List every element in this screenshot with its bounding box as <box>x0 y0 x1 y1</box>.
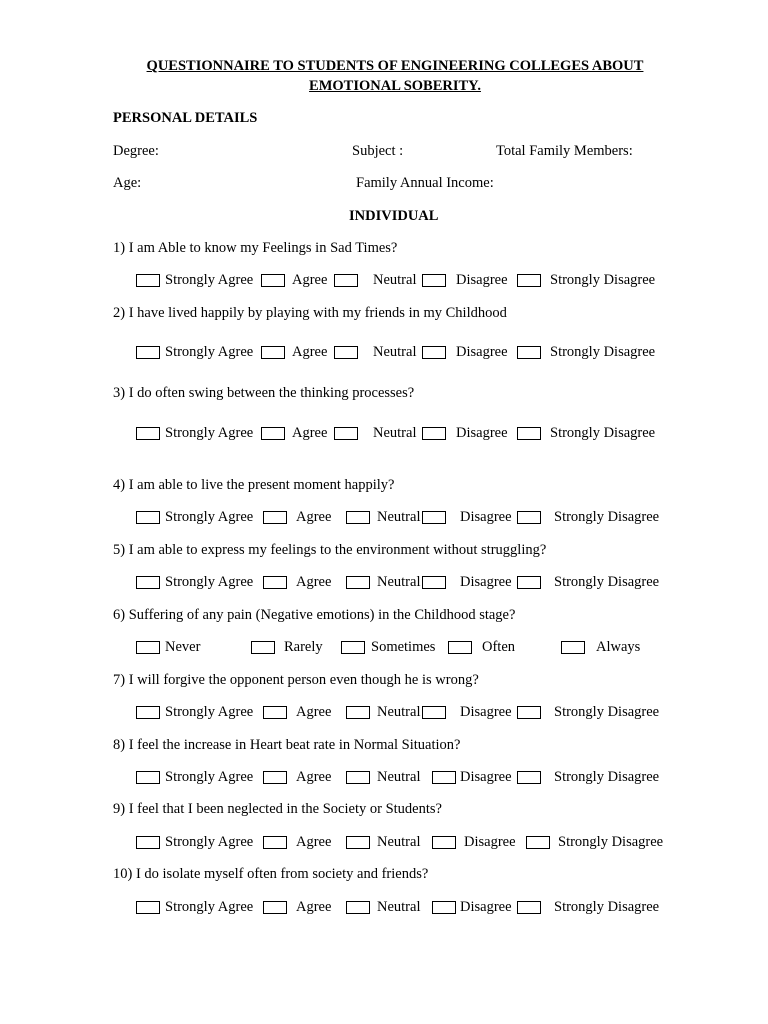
question-9-agree-checkbox[interactable] <box>263 836 287 849</box>
question-9-strongly-agree-label: Strongly Agree <box>165 834 254 850</box>
question-9-disagree-label: Disagree <box>464 834 516 850</box>
question-4-neutral-label: Neutral <box>377 509 421 525</box>
section-heading-individual: INDIVIDUAL <box>349 208 439 224</box>
question-5-agree-checkbox[interactable] <box>263 576 287 589</box>
question-7-disagree-checkbox[interactable] <box>422 706 446 719</box>
question-6-often-label: Often <box>482 639 516 655</box>
question-8-agree-label: Agree <box>296 769 332 785</box>
question-5-neutral-label: Neutral <box>377 574 421 590</box>
question-2-disagree-checkbox[interactable] <box>422 346 446 359</box>
question-5-strongly-disagree-label: Strongly Disagree <box>554 574 660 590</box>
form-title-line-1: QUESTIONNAIRE TO STUDENTS OF ENGINEERING COLLEGES ABOUT <box>146 58 644 74</box>
question-7-text: 7) I will forgive the opponent person even though he is wrong? <box>113 672 479 688</box>
total-family-members-label: Total Family Members: <box>496 143 633 159</box>
question-7-neutral-checkbox[interactable] <box>346 706 370 719</box>
question-6-text: 6) Suffering of any pain (Negative emotions) in the Childhood stage? <box>113 607 516 623</box>
question-2-strongly-agree-checkbox[interactable] <box>136 346 160 359</box>
question-4-strongly-agree-label: Strongly Agree <box>165 509 254 525</box>
question-7-agree-label: Agree <box>296 704 332 720</box>
question-9-agree-label: Agree <box>296 834 332 850</box>
question-4-strongly-disagree-label: Strongly Disagree <box>554 509 660 525</box>
question-6-often-checkbox[interactable] <box>448 641 472 654</box>
question-1-disagree-checkbox[interactable] <box>422 274 446 287</box>
question-6-rarely-checkbox[interactable] <box>251 641 275 654</box>
question-4-disagree-label: Disagree <box>460 509 512 525</box>
question-10-strongly-agree-label: Strongly Agree <box>165 899 254 915</box>
question-1-agree-checkbox[interactable] <box>261 274 285 287</box>
question-6-never-label: Never <box>165 639 201 655</box>
question-10-agree-checkbox[interactable] <box>263 901 287 914</box>
question-3-text: 3) I do often swing between the thinking processes? <box>113 385 415 401</box>
question-5-agree-label: Agree <box>296 574 332 590</box>
question-8-strongly-disagree-checkbox[interactable] <box>517 771 541 784</box>
question-4-strongly-disagree-checkbox[interactable] <box>517 511 541 524</box>
form-title-line-2: EMOTIONAL SOBERITY. <box>309 78 481 94</box>
question-2-agree-checkbox[interactable] <box>261 346 285 359</box>
question-3-neutral-label: Neutral <box>373 425 417 441</box>
degree-label: Degree: <box>113 143 159 159</box>
question-3-disagree-label: Disagree <box>456 425 508 441</box>
question-8-agree-checkbox[interactable] <box>263 771 287 784</box>
question-1-strongly-agree-label: Strongly Agree <box>165 272 254 288</box>
question-3-agree-checkbox[interactable] <box>261 427 285 440</box>
question-8-disagree-checkbox[interactable] <box>432 771 456 784</box>
question-5-strongly-disagree-checkbox[interactable] <box>517 576 541 589</box>
question-3-neutral-checkbox[interactable] <box>334 427 358 440</box>
question-2-agree-label: Agree <box>292 344 328 360</box>
question-4-agree-label: Agree <box>296 509 332 525</box>
question-3-strongly-disagree-checkbox[interactable] <box>517 427 541 440</box>
question-1-strongly-disagree-label: Strongly Disagree <box>550 272 656 288</box>
question-5-strongly-agree-checkbox[interactable] <box>136 576 160 589</box>
question-1-neutral-label: Neutral <box>373 272 417 288</box>
question-9-strongly-agree-checkbox[interactable] <box>136 836 160 849</box>
question-1-agree-label: Agree <box>292 272 328 288</box>
question-5-text: 5) I am able to express my feelings to the environment without struggling? <box>113 542 547 558</box>
question-6-sometimes-checkbox[interactable] <box>341 641 365 654</box>
question-7-disagree-label: Disagree <box>460 704 512 720</box>
question-1-neutral-checkbox[interactable] <box>334 274 358 287</box>
question-10-strongly-disagree-checkbox[interactable] <box>517 901 541 914</box>
question-1-text: 1) I am Able to know my Feelings in Sad Times? <box>113 240 398 256</box>
question-6-always-checkbox[interactable] <box>561 641 585 654</box>
question-6-rarely-label: Rarely <box>284 639 323 655</box>
question-5-disagree-checkbox[interactable] <box>422 576 446 589</box>
question-1-disagree-label: Disagree <box>456 272 508 288</box>
question-10-strongly-agree-checkbox[interactable] <box>136 901 160 914</box>
question-4-text: 4) I am able to live the present moment happily? <box>113 477 395 493</box>
question-10-agree-label: Agree <box>296 899 332 915</box>
question-3-strongly-agree-checkbox[interactable] <box>136 427 160 440</box>
question-1-strongly-agree-checkbox[interactable] <box>136 274 160 287</box>
question-1-strongly-disagree-checkbox[interactable] <box>517 274 541 287</box>
question-8-text: 8) I feel the increase in Heart beat rate in Normal Situation? <box>113 737 461 753</box>
question-5-neutral-checkbox[interactable] <box>346 576 370 589</box>
question-2-text: 2) I have lived happily by playing with my friends in my Childhood <box>113 305 507 321</box>
question-2-disagree-label: Disagree <box>456 344 508 360</box>
question-4-disagree-checkbox[interactable] <box>422 511 446 524</box>
question-3-strongly-disagree-label: Strongly Disagree <box>550 425 656 441</box>
age-label: Age: <box>113 175 142 191</box>
question-7-strongly-disagree-checkbox[interactable] <box>517 706 541 719</box>
question-7-strongly-disagree-label: Strongly Disagree <box>554 704 660 720</box>
question-7-agree-checkbox[interactable] <box>263 706 287 719</box>
question-6-never-checkbox[interactable] <box>136 641 160 654</box>
question-4-agree-checkbox[interactable] <box>263 511 287 524</box>
question-10-text: 10) I do isolate myself often from society and friends? <box>113 866 429 882</box>
question-2-strongly-disagree-label: Strongly Disagree <box>550 344 656 360</box>
question-6-sometimes-label: Sometimes <box>371 639 436 655</box>
question-2-strongly-agree-label: Strongly Agree <box>165 344 254 360</box>
question-8-neutral-checkbox[interactable] <box>346 771 370 784</box>
question-6-always-label: Always <box>596 639 641 655</box>
question-5-strongly-agree-label: Strongly Agree <box>165 574 254 590</box>
question-9-strongly-disagree-checkbox[interactable] <box>526 836 550 849</box>
question-7-strongly-agree-checkbox[interactable] <box>136 706 160 719</box>
question-2-strongly-disagree-checkbox[interactable] <box>517 346 541 359</box>
question-3-disagree-checkbox[interactable] <box>422 427 446 440</box>
question-8-strongly-disagree-label: Strongly Disagree <box>554 769 660 785</box>
question-8-neutral-label: Neutral <box>377 769 421 785</box>
question-5-disagree-label: Disagree <box>460 574 512 590</box>
question-9-text: 9) I feel that I been neglected in the Society or Students? <box>113 801 442 817</box>
question-9-disagree-checkbox[interactable] <box>432 836 456 849</box>
question-2-neutral-checkbox[interactable] <box>334 346 358 359</box>
question-9-strongly-disagree-label: Strongly Disagree <box>558 834 664 850</box>
question-4-strongly-agree-checkbox[interactable] <box>136 511 160 524</box>
question-8-disagree-label: Disagree <box>460 769 512 785</box>
question-8-strongly-agree-checkbox[interactable] <box>136 771 160 784</box>
question-9-neutral-label: Neutral <box>377 834 421 850</box>
question-2-neutral-label: Neutral <box>373 344 417 360</box>
subject-label: Subject : <box>352 143 404 159</box>
question-10-disagree-checkbox[interactable] <box>432 901 456 914</box>
question-3-strongly-agree-label: Strongly Agree <box>165 425 254 441</box>
question-9-neutral-checkbox[interactable] <box>346 836 370 849</box>
question-10-disagree-label: Disagree <box>460 899 512 915</box>
family-annual-income-label: Family Annual Income: <box>356 175 494 191</box>
question-3-agree-label: Agree <box>292 425 328 441</box>
question-10-neutral-label: Neutral <box>377 899 421 915</box>
question-10-strongly-disagree-label: Strongly Disagree <box>554 899 660 915</box>
question-4-neutral-checkbox[interactable] <box>346 511 370 524</box>
question-8-strongly-agree-label: Strongly Agree <box>165 769 254 785</box>
question-7-neutral-label: Neutral <box>377 704 421 720</box>
question-7-strongly-agree-label: Strongly Agree <box>165 704 254 720</box>
personal-details-heading: PERSONAL DETAILS <box>113 110 258 126</box>
question-10-neutral-checkbox[interactable] <box>346 901 370 914</box>
